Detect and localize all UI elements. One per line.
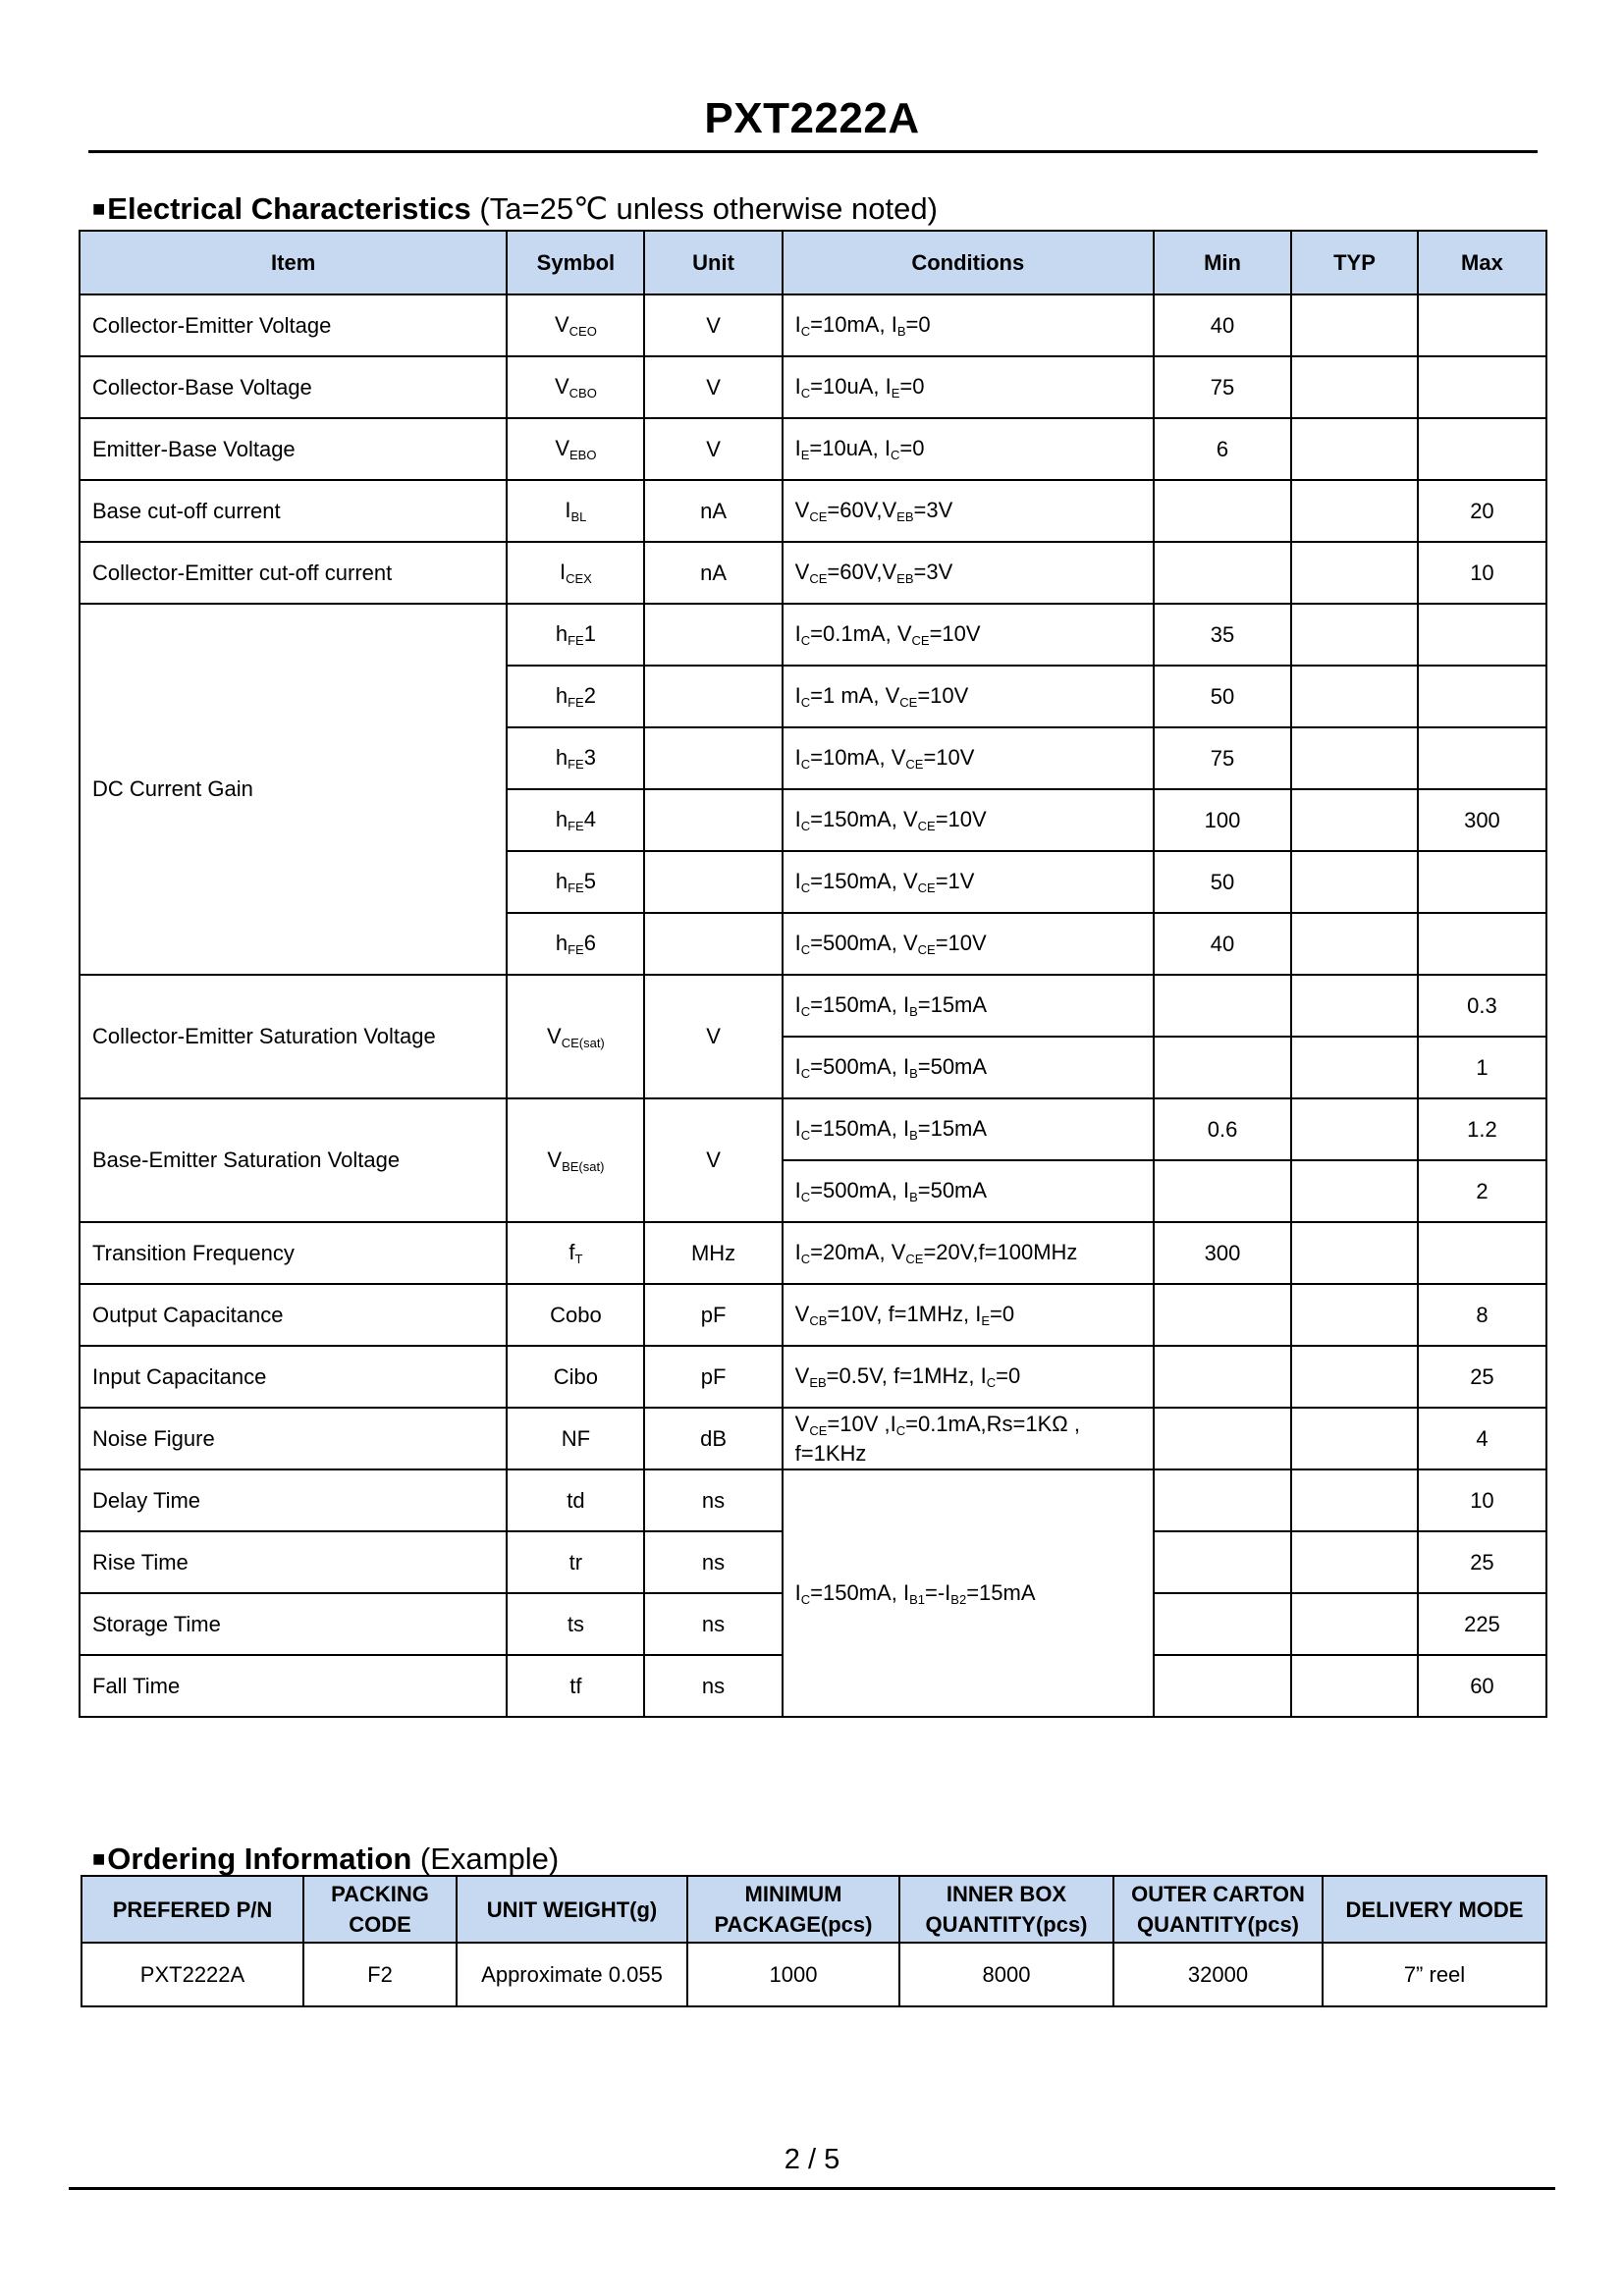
unit-cell: nA: [644, 480, 782, 542]
min-cell: 6: [1154, 418, 1291, 480]
col-header-delivery-mode: DELIVERY MODE: [1323, 1876, 1546, 1943]
unit-cell: nA: [644, 542, 782, 604]
min-cell: [1154, 1284, 1291, 1346]
typ-cell: [1291, 727, 1418, 789]
conditions-cell: $V_{CB}=10V$, f=1MHz, $I_E=0$: [783, 1284, 1154, 1346]
conditions-cell: $V_{EB}=0.5V$, f=1MHz, $I_C=0$: [783, 1346, 1154, 1408]
min-cell: [1154, 542, 1291, 604]
unit-cell: pF: [644, 1346, 782, 1408]
conditions-cell: $I_C=10mA$, $I_B=0$: [783, 294, 1154, 356]
symbol-cell: td: [507, 1469, 644, 1531]
table-row: [80, 1408, 1546, 1469]
table-row: [80, 975, 1546, 1037]
conditions-cell: $I_C=500mA$, $I_B=50mA$: [783, 1037, 1154, 1098]
symbol-cell: $h_{FE}1$: [507, 604, 644, 666]
max-cell: 0.3: [1418, 975, 1546, 1037]
table-header-row: [80, 231, 1546, 294]
item-cell: Fall Time: [80, 1655, 507, 1717]
item-cell: Emitter-Base Voltage: [80, 418, 507, 480]
part-number-cell: PXT2222A: [81, 1943, 303, 2006]
conditions-cell: $I_C=150mA$, $V_{CE}=10V$: [783, 789, 1154, 851]
bullet-square-icon: ■: [92, 196, 106, 221]
max-cell: 4: [1418, 1408, 1546, 1469]
unit-weight-cell: Approximate 0.055: [457, 1943, 687, 2006]
table-header-row: [81, 1876, 1546, 1943]
max-cell: 25: [1418, 1346, 1546, 1408]
unit-cell: MHz: [644, 1222, 782, 1284]
max-cell: 60: [1418, 1655, 1546, 1717]
max-cell: 300: [1418, 789, 1546, 851]
min-cell: [1154, 1037, 1291, 1098]
col-header-item: Item: [80, 231, 507, 294]
min-cell: [1154, 1160, 1291, 1222]
conditions-cell: $I_C=500mA$, $I_B=50mA$: [783, 1160, 1154, 1222]
unit-cell: [644, 604, 782, 666]
symbol-cell: $h_{FE}3$: [507, 727, 644, 789]
min-cell: [1154, 1593, 1291, 1655]
table-row: [80, 1098, 1546, 1160]
max-cell: 8: [1418, 1284, 1546, 1346]
typ-cell: [1291, 1160, 1418, 1222]
max-cell: [1418, 666, 1546, 727]
max-cell: [1418, 294, 1546, 356]
item-cell: Input Capacitance: [80, 1346, 507, 1408]
minimum-package-cell: 1000: [687, 1943, 899, 2006]
unit-cell: ns: [644, 1593, 782, 1655]
unit-cell: dB: [644, 1408, 782, 1469]
col-header-minimum-package: MINIMUM PACKAGE(pcs): [687, 1876, 899, 1943]
min-cell: 100: [1154, 789, 1291, 851]
item-cell: Base-Emitter Saturation Voltage: [80, 1098, 507, 1222]
max-cell: [1418, 1222, 1546, 1284]
typ-cell: [1291, 1037, 1418, 1098]
max-cell: 1: [1418, 1037, 1546, 1098]
delivery-mode-cell: 7” reel: [1323, 1943, 1546, 2006]
conditions-cell: $I_C=10mA$, $V_{CE}=10V$: [783, 727, 1154, 789]
min-cell: 75: [1154, 727, 1291, 789]
typ-cell: [1291, 356, 1418, 418]
unit-cell: [644, 913, 782, 975]
symbol-cell: Cibo: [507, 1346, 644, 1408]
table-row: [80, 480, 1546, 542]
max-cell: [1418, 727, 1546, 789]
unit-cell: [644, 666, 782, 727]
min-cell: 50: [1154, 666, 1291, 727]
symbol-cell: $h_{FE}5$: [507, 851, 644, 913]
col-header-min: Min: [1154, 231, 1291, 294]
conditions-cell: $I_C=150mA$, $I_B=15mA$: [783, 1098, 1154, 1160]
typ-cell: [1291, 1655, 1418, 1717]
symbol-cell: NF: [507, 1408, 644, 1469]
typ-cell: [1291, 1408, 1418, 1469]
symbol-cell: $h_{FE}2$: [507, 666, 644, 727]
typ-cell: [1291, 1284, 1418, 1346]
min-cell: 75: [1154, 356, 1291, 418]
min-cell: 35: [1154, 604, 1291, 666]
col-header-symbol: Symbol: [507, 231, 644, 294]
unit-cell: [644, 851, 782, 913]
conditions-cell: $I_C=150mA$, $I_{B1}=-I_{B2}=15mA$: [783, 1469, 1154, 1717]
col-header-max: Max: [1418, 231, 1546, 294]
conditions-cell: $I_C=20mA$, $V_{CE}=20V,f=100MHz$: [783, 1222, 1154, 1284]
unit-cell: [644, 789, 782, 851]
table-row: [80, 1346, 1546, 1408]
min-cell: 40: [1154, 913, 1291, 975]
min-cell: [1154, 975, 1291, 1037]
conditions-cell: $V_{CE}=60V,V_{EB}=3V$: [783, 480, 1154, 542]
typ-cell: [1291, 1346, 1418, 1408]
col-header-typ: TYP: [1291, 231, 1418, 294]
symbol-cell: $V_{CEO}$: [507, 294, 644, 356]
conditions-cell: $I_C=1$ mA, $V_{CE}=10V$: [783, 666, 1154, 727]
typ-cell: [1291, 480, 1418, 542]
unit-cell: V: [644, 975, 782, 1098]
min-cell: 50: [1154, 851, 1291, 913]
conditions-cell: $I_C=150mA$, $V_{CE}=1V$: [783, 851, 1154, 913]
typ-cell: [1291, 789, 1418, 851]
item-cell: Storage Time: [80, 1593, 507, 1655]
document-title: PXT2222A: [704, 94, 920, 142]
conditions-cell: $I_C=500mA$, $V_{CE}=10V$: [783, 913, 1154, 975]
typ-cell: [1291, 294, 1418, 356]
min-cell: [1154, 1408, 1291, 1469]
typ-cell: [1291, 604, 1418, 666]
item-cell: Collector-Base Voltage: [80, 356, 507, 418]
col-header-packing-code: PACKING CODE: [303, 1876, 457, 1943]
unit-cell: ns: [644, 1655, 782, 1717]
outer-carton-cell: 32000: [1113, 1943, 1323, 2006]
col-header-unit: Unit: [644, 231, 782, 294]
unit-cell: V: [644, 294, 782, 356]
typ-cell: [1291, 1098, 1418, 1160]
typ-cell: [1291, 975, 1418, 1037]
col-header-outer-carton: OUTER CARTON QUANTITY(pcs): [1113, 1876, 1323, 1943]
typ-cell: [1291, 542, 1418, 604]
table-row: [81, 1943, 1546, 2006]
footer-rule: [69, 2187, 1555, 2190]
max-cell: 225: [1418, 1593, 1546, 1655]
table-row: [80, 1469, 1546, 1531]
typ-cell: [1291, 913, 1418, 975]
typ-cell: [1291, 1593, 1418, 1655]
unit-cell: V: [644, 356, 782, 418]
conditions-cell: $I_C=150mA$, $I_B=15mA$: [783, 975, 1154, 1037]
typ-cell: [1291, 1222, 1418, 1284]
conditions-cell: $V_{CE}=10V$ $,I_C=0.1mA,Rs=1K\Omega$ , f=1KHz: [783, 1408, 1154, 1469]
conditions-cell: $I_C=10uA$, $I_E=0$: [783, 356, 1154, 418]
table-row: [80, 418, 1546, 480]
max-cell: [1418, 418, 1546, 480]
item-cell: Collector-Emitter Voltage: [80, 294, 507, 356]
symbol-cell: $V_{CE(sat)}$: [507, 975, 644, 1098]
max-cell: 10: [1418, 542, 1546, 604]
max-cell: [1418, 851, 1546, 913]
max-cell: 20: [1418, 480, 1546, 542]
col-header-part-number: PREFERED P/N: [81, 1876, 303, 1943]
unit-cell: ns: [644, 1531, 782, 1593]
max-cell: [1418, 356, 1546, 418]
min-cell: [1154, 1655, 1291, 1717]
symbol-cell: $f_T$: [507, 1222, 644, 1284]
unit-cell: V: [644, 1098, 782, 1222]
min-cell: [1154, 1531, 1291, 1593]
conditions-cell: $V_{CE}=60V,V_{EB}=3V$: [783, 542, 1154, 604]
typ-cell: [1291, 1531, 1418, 1593]
electrical-heading: ■Electrical Characteristics (Ta=25℃ unless otherwise noted): [92, 191, 938, 226]
typ-cell: [1291, 1469, 1418, 1531]
symbol-cell: $h_{FE}6$: [507, 913, 644, 975]
symbol-cell: ts: [507, 1593, 644, 1655]
typ-cell: [1291, 418, 1418, 480]
table-row: [80, 1222, 1546, 1284]
max-cell: [1418, 604, 1546, 666]
table-row: [80, 294, 1546, 356]
symbol-cell: $V_{CBO}$: [507, 356, 644, 418]
symbol-cell: $I_{CEX}$: [507, 542, 644, 604]
min-cell: 0.6: [1154, 1098, 1291, 1160]
item-cell: Noise Figure: [80, 1408, 507, 1469]
table-row: [80, 604, 1546, 666]
unit-cell: pF: [644, 1284, 782, 1346]
conditions-cell: $I_C=0.1mA$, $V_{CE}=10V$: [783, 604, 1154, 666]
min-cell: 40: [1154, 294, 1291, 356]
col-header-unit-weight: UNIT WEIGHT(g): [457, 1876, 687, 1943]
max-cell: 10: [1418, 1469, 1546, 1531]
symbol-cell: $I_{BL}$: [507, 480, 644, 542]
symbol-cell: $V_{BE(sat)}$: [507, 1098, 644, 1222]
min-cell: [1154, 1469, 1291, 1531]
item-cell: Rise Time: [80, 1531, 507, 1593]
inner-box-cell: 8000: [899, 1943, 1113, 2006]
symbol-cell: Cobo: [507, 1284, 644, 1346]
packing-code-cell: F2: [303, 1943, 457, 2006]
ordering-heading: ■Ordering Information (Example): [92, 1842, 560, 1876]
electrical-characteristics-table: [79, 230, 1547, 1718]
page-number: 2 / 5: [784, 2144, 840, 2175]
item-cell: Output Capacitance: [80, 1284, 507, 1346]
ordering-information-table: [81, 1875, 1547, 2007]
table-row: [80, 356, 1546, 418]
symbol-cell: $V_{EBO}$: [507, 418, 644, 480]
item-cell: DC Current Gain: [80, 604, 507, 975]
min-cell: [1154, 1346, 1291, 1408]
symbol-cell: tf: [507, 1655, 644, 1717]
symbol-cell: $h_{FE}4$: [507, 789, 644, 851]
table-row: [80, 542, 1546, 604]
max-cell: 25: [1418, 1531, 1546, 1593]
col-header-inner-box: INNER BOX QUANTITY(pcs): [899, 1876, 1113, 1943]
max-cell: 1.2: [1418, 1098, 1546, 1160]
unit-cell: ns: [644, 1469, 782, 1531]
conditions-cell: $I_E=10uA$, $I_C=0$: [783, 418, 1154, 480]
item-cell: Base cut-off current: [80, 480, 507, 542]
table-row: [80, 1284, 1546, 1346]
typ-cell: [1291, 666, 1418, 727]
symbol-cell: tr: [507, 1531, 644, 1593]
item-cell: Collector-Emitter Saturation Voltage: [80, 975, 507, 1098]
max-cell: [1418, 913, 1546, 975]
bullet-square-icon: ■: [92, 1846, 106, 1871]
unit-cell: V: [644, 418, 782, 480]
header-rule: [88, 150, 1538, 153]
typ-cell: [1291, 851, 1418, 913]
item-cell: Collector-Emitter cut-off current: [80, 542, 507, 604]
min-cell: 300: [1154, 1222, 1291, 1284]
max-cell: 2: [1418, 1160, 1546, 1222]
col-header-conditions: Conditions: [783, 231, 1154, 294]
unit-cell: [644, 727, 782, 789]
item-cell: Delay Time: [80, 1469, 507, 1531]
item-cell: Transition Frequency: [80, 1222, 507, 1284]
min-cell: [1154, 480, 1291, 542]
